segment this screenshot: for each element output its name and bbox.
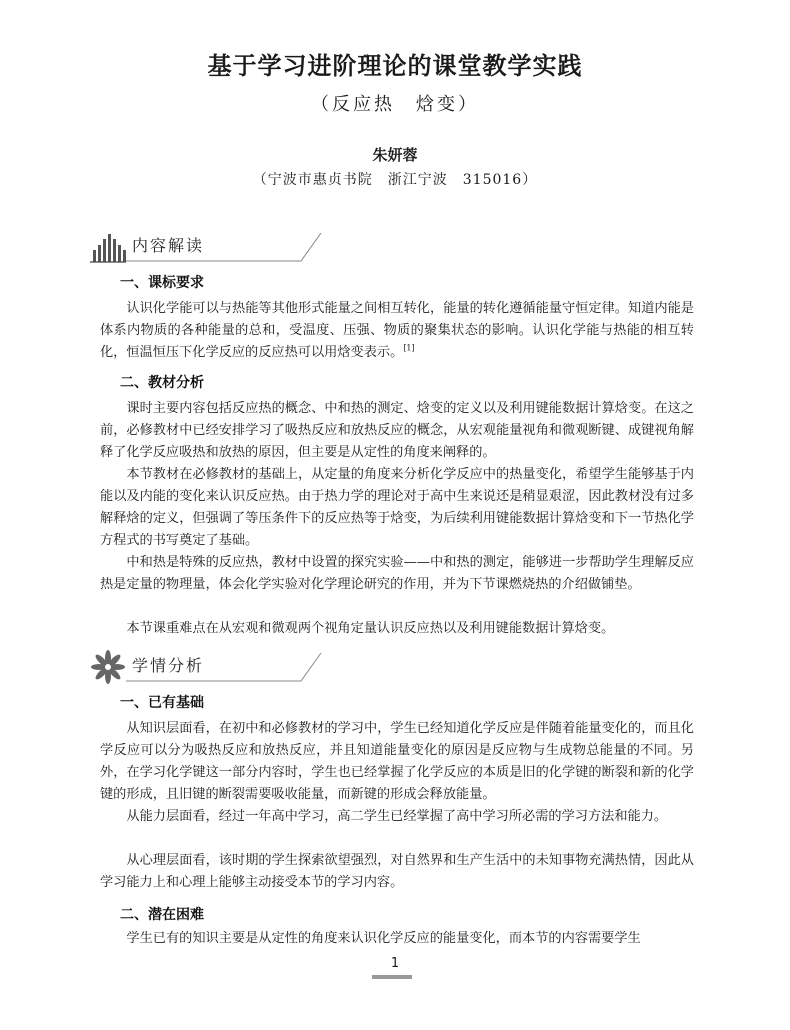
page-number-bar <box>372 975 412 979</box>
page-number: 1 <box>390 956 400 971</box>
section-title-content: 内容解读 <box>132 236 205 255</box>
section-title-students: 学情分析 <box>132 656 205 675</box>
paragraph-text: 认识化学能可以与热能等其他形式能量之间相互转化，能量的转化遵循能量守恒定律。知道内能是体系内物质的各种能量的总和，受温度、压强、物质的聚集状态的影响。认识化学能与热能的相互转化，恒温恒压下化学反应的反应热可以用焓变表示。 <box>100 301 694 360</box>
section-header-students <box>90 650 240 686</box>
paragraph: 中和热是特殊的反应热，教材中设置的探究实验——中和热的测定，能够进一步帮助学生理解反应热是定量的物理量，体会化学实验对化学理论研究的作用，并为下节课燃烧热的介绍做铺垫。 <box>100 555 694 592</box>
paragraph: 本节教材在必修教材的基础上，从定量的角度来分析化学反应中的热量变化，希望学生能够基于内能以及内能的变化来认识反应热。由于热力学的理论对于高中生来说还是稍显艰涩，因此教材没有过多解释焓的定义，但强调了等压条件下的反应热等于焓变，为后续利用键能数据计算焓变和下一节热化学方程式的书写奠定了基础。 <box>100 467 694 548</box>
author-affiliation: （宁波市惠贞书院 浙江宁波 315016） <box>252 172 538 188</box>
paragraph: 从知识层面看，在初中和必修教材的学习中，学生已经知道化学反应是伴随着能量变化的，而且化学反应可以分为吸热反应和放热反应，并且知道能量变化的原因是反应物与生成物总能量的不同。另外，在学习化学键这一部分内容时，学生也已经掌握了化学反应的本质是旧的化学键的断裂和新的化学键的形成，且旧键的断裂需要吸收能量，而新键的形成会释放能量。 <box>100 721 694 802</box>
paragraph <box>100 298 694 364</box>
paragraph: 课时主要内容包括反应热的概念、中和热的测定、焓变的定义以及利用键能数据计算焓变。在这之前，必修教材中已经安排学习了吸热反应和放热反应的概念，从宏观能量视角和微观断键、成键视角解释了化学反应吸热和放热的原因，但主要是从定性的角度来阐释的。 <box>100 401 694 460</box>
subheading-curriculum: 一、课标要求 <box>120 275 204 291</box>
subheading-foundation: 一、已有基础 <box>120 695 204 711</box>
citation-ref: [1] <box>403 343 415 353</box>
section-header-content <box>90 230 240 266</box>
bar-chart-icon <box>90 230 130 266</box>
author-name: 朱妍蓉 <box>372 146 418 164</box>
paragraph: 学生已有的知识主要是从定性的角度来认识化学反应的能量变化，而本节的内容需要学生 <box>126 931 641 946</box>
flower-icon <box>90 650 130 686</box>
subheading-textbook: 二、教材分析 <box>120 375 204 391</box>
page-title: 基于学习进阶理论的课堂教学实践 <box>207 51 583 80</box>
subheading-difficulties: 二、潜在困难 <box>120 907 204 923</box>
paragraph: 从能力层面看，经过一年高中学习，高二学生已经掌握了高中学习所必需的学习方法和能力。 <box>126 809 668 824</box>
paragraph: 从心理层面看，该时期的学生探索欲望强烈，对自然界和生产生活中的未知事物充满热情，因此从学习能力上和心理上能够主动接受本节的学习内容。 <box>100 853 694 890</box>
paragraph: 本节课重难点在从宏观和微观两个视角定量认识反应热以及利用键能数据计算焓变。 <box>126 621 615 636</box>
page-subtitle: （反应热 焓变） <box>311 94 479 115</box>
